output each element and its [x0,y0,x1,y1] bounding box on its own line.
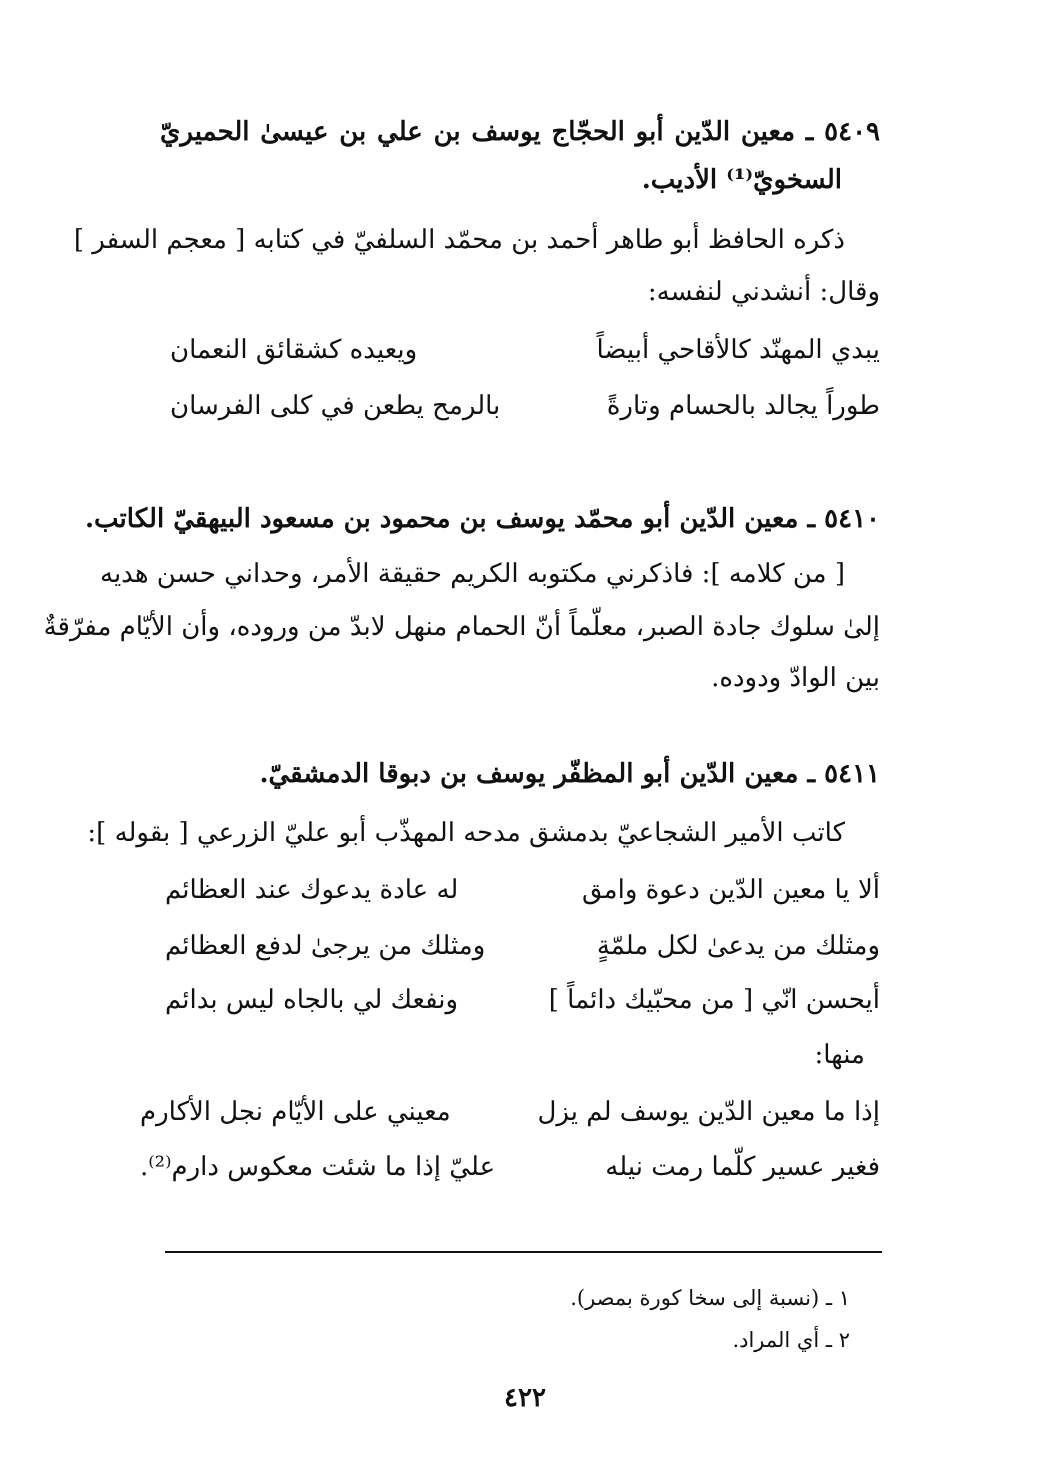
entry-5411-heading: ٥٤١١ ـ معين الدّين أبو المظفّر يوسف بن دبوقا الدمشقيّ. [259,759,880,789]
verse-line [160,868,880,912]
verse-first-hemistich: يبدي المهنّد كالأقاحي أبيضاً [596,335,880,365]
footnote-2: ٢ ـ أي المراد. [732,1328,850,1352]
verse-first-hemistich: ومثلك من يدعىٰ لكل ملمّةٍ [596,931,880,961]
verse-line [160,924,880,968]
verse-second-hemistich: معيني على الأيّام نجل الأكارم [140,1097,451,1127]
entry-5409-heading-cont: السخويّ⁽¹⁾ الأديب. [641,165,842,195]
verse-second-hemistich: بالرمح يطعن في كلى الفرسان [170,391,501,421]
verse-second-hemistich: له عادة يدعوك عند العظائم [165,875,459,905]
page-number: ٤٢٢ [504,1383,546,1413]
verse-first-hemistich: أيحسن انّي [ من محبّيك دائماً ] [548,985,880,1015]
entry-5409-paragraph: ذكره الحافظ أبو طاهر أحمد بن محمّد السلفيّ في كتابه [ معجم السفر ] [73,225,845,255]
entry-5410-paragraph: [ من كلامه ]: فاذكرني مكتوبه الكريم حقيقة الأمر، وحداني حسن هديه [100,559,845,589]
entry-5410-paragraph-cont: إلىٰ سلوك جادة الصبر، معلّماً أنّ الحمام منهل لابدّ من وروده، وأن الأيّام مفرّقةٌ [43,612,880,642]
entry-5409-paragraph-cont: وقال: أنشدني لنفسه: [647,277,880,307]
verse-line [160,328,880,372]
footnote-1: ١ ـ (نسبة إلى سخا كورة بمصر). [570,1286,850,1310]
minha-label: منها: [814,1040,865,1070]
verse-second-hemistich: ومثلك من يرجىٰ لدفع العظائم [165,931,486,961]
verse-second-hemistich: عليّ إذا ما شئت معكوس دارم⁽²⁾. [140,1152,496,1182]
verse-first-hemistich: إذا ما معين الدّين يوسف لم يزل [537,1097,880,1127]
entry-5410-paragraph-end: بين الوادّ ودوده. [711,663,880,693]
verse-first-hemistich: فغير عسير كلّما رمت نيله [605,1152,880,1182]
verse-line [160,978,880,1022]
verse-line [140,1145,880,1189]
entry-5409-heading: ٥٤٠٩ ـ معين الدّين أبو الحجّاج يوسف بن علي بن عيسىٰ الحميريّ [160,117,880,147]
verse-second-hemistich: ويعيده كشقائق النعمان [170,335,418,365]
verse-line [140,1090,880,1134]
verse-second-hemistich: ونفعك لي بالجاه ليس بدائم [165,985,459,1015]
verse-line [160,384,880,428]
entry-5410-heading: ٥٤١٠ ـ معين الدّين أبو محمّد يوسف بن محمود بن مسعود البيهقيّ الكاتب. [84,504,880,534]
footnote-divider [165,1251,882,1253]
verse-first-hemistich: طوراً يجالد بالحسام وتارةً [606,391,880,421]
entry-5411-paragraph: كاتب الأمير الشجاعيّ بدمشق مدحه المهذّب أبو عليّ الزرعي [ بقوله ]: [87,818,845,848]
verse-first-hemistich: ألا يا معين الدّين دعوة وامق [582,875,880,905]
